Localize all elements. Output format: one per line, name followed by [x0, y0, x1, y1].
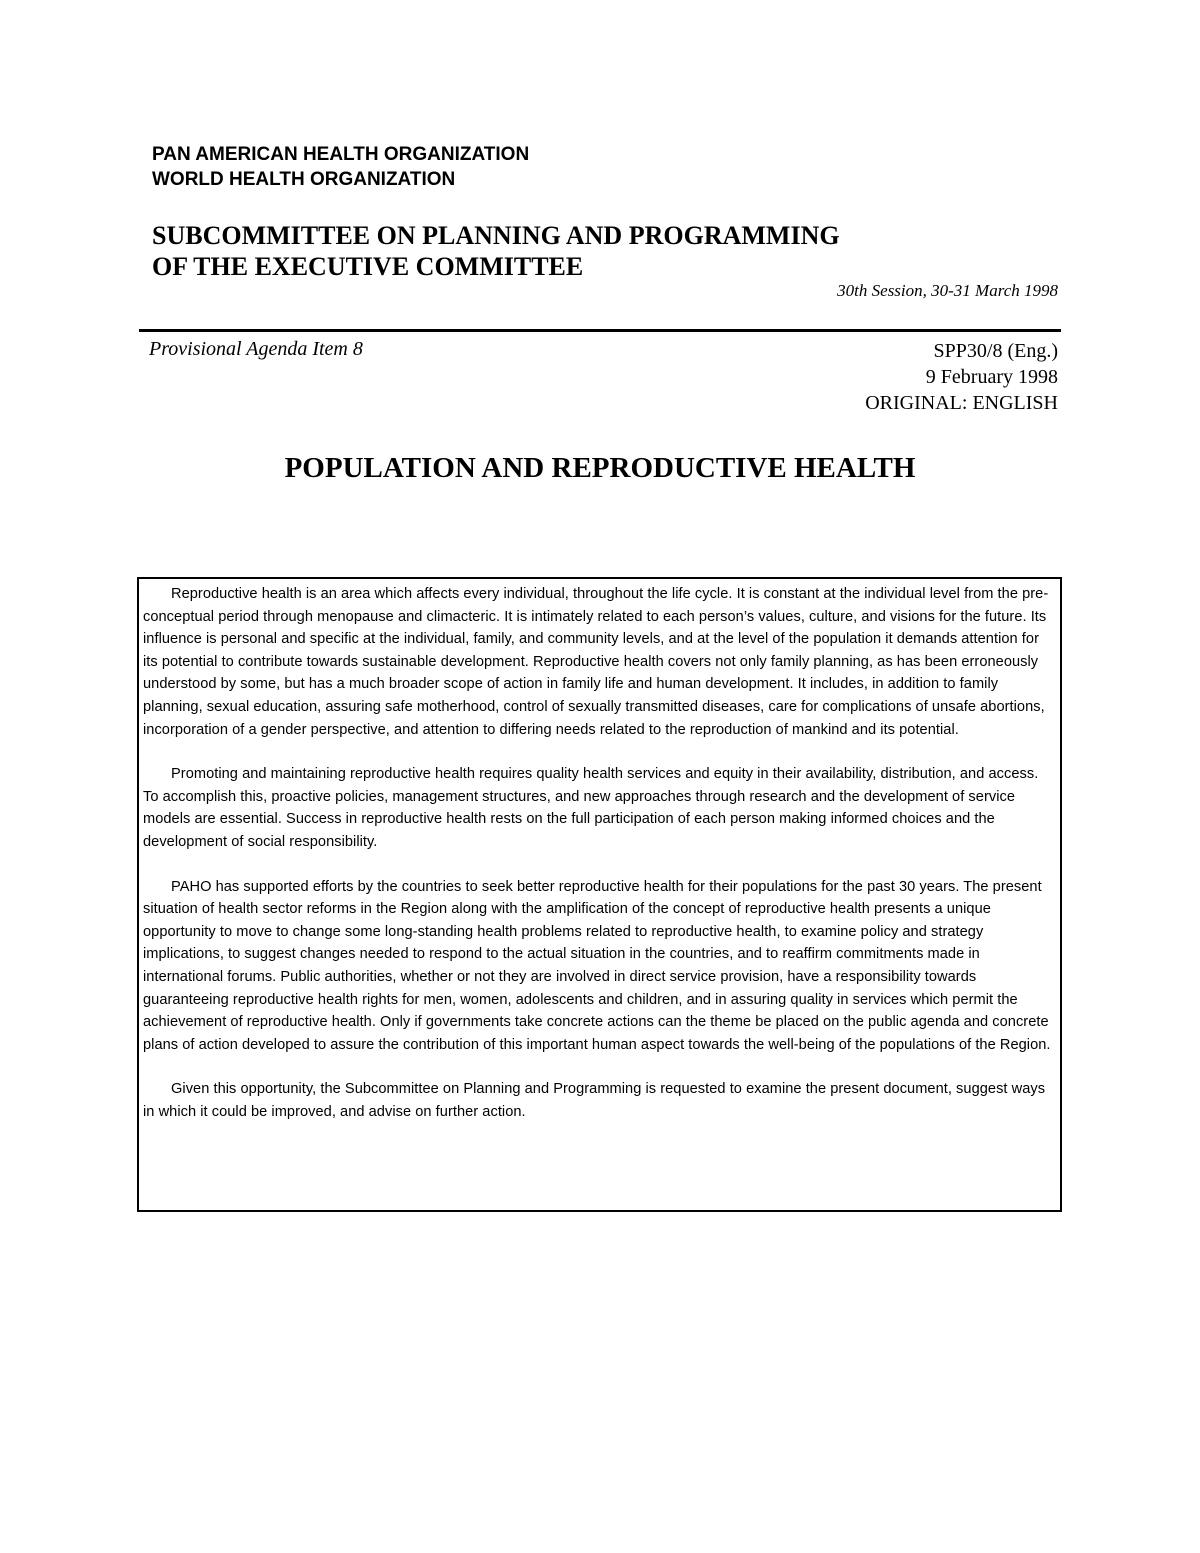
horizontal-divider — [139, 329, 1061, 332]
committee-header — [152, 220, 840, 282]
summary-box — [137, 577, 1062, 1212]
document-title: POPULATION AND REPRODUCTIVE HEALTH — [284, 452, 916, 484]
agenda-item: Provisional Agenda Item 8 — [149, 338, 363, 360]
summary-paragraph-1: Reproductive health is an area which affects every individual, throughout the life cycle. It is constant at the individual level from the pre-conceptual period through menopause and climacteric. It is intimately related to each person’s values, culture, and visions for the future. Its influence is personal and specific at the individual, family, and community levels, and at the level of the population it demands attention for its potential to contribute towards sustainable development. Reproductive health covers not only family planning, as has been erroneously understood by some, but has a much broader scope of action in family life and human development. It includes, in addition to family planning, sexual education, assuring safe motherhood, control of sexually transmitted diseases, care for complications of unsafe abortions, incorporation of a gender perspective, and attention to differing needs related to the reproduction of mankind and its potential. — [143, 586, 1049, 738]
org-name-paho: PAN AMERICAN HEALTH ORGANIZATION — [152, 144, 530, 165]
organization-header — [152, 142, 529, 192]
session-info: 30th Session, 30-31 March 1998 — [837, 281, 1058, 300]
document-code: SPP30/8 (Eng.) — [933, 340, 1058, 362]
summary-paragraph-2: Promoting and maintaining reproductive health requires quality health services and equity in their availability, distribution, and access. To accomplish this, proactive policies, management structures, and new approaches through research and the development of service models are essential. Success in reproductive health rests on the full participation of each person making informed choices and the development of social responsibility. — [143, 766, 1039, 850]
committee-line-1: SUBCOMMITTEE ON PLANNING AND PROGRAMMING — [152, 221, 840, 250]
committee-line-2: OF THE EXECUTIVE COMMITTEE — [152, 252, 584, 281]
summary-paragraph-3: PAHO has supported efforts by the countries to seek better reproductive health for their populations for the past 30 years. The present situation of health sector reforms in the Region along with the amplification of the concept of reproductive health presents a unique opportunity to move to change some long-standing health problems related to reproductive health, to examine policy and strategy implications, to suggest changes needed to respond to the actual situation in the countries, and to reaffirm commitments made in international forums. Public authorities, whether or not they are involved in direct service provision, have a responsibility towards guaranteeing reproductive health rights for men, women, adolescents and children, and in assuring quality in services which permit the achievement of reproductive health. Only if governments take concrete actions can the theme be placed on the public agenda and concrete plans of action developed to assure the contribution of this important human aspect towards the well-being of the populations of the Region. — [143, 878, 1051, 1053]
document-info — [865, 338, 1058, 416]
original-language: ORIGINAL: ENGLISH — [865, 392, 1058, 414]
document-date: 9 February 1998 — [925, 366, 1058, 388]
org-name-who: WORLD HEALTH ORGANIZATION — [152, 169, 456, 190]
summary-paragraph-4: Given this opportunity, the Subcommittee on Planning and Programming is requested to examine the present document, suggest ways in which it could be improved, and advise on further action. — [143, 1081, 1046, 1120]
